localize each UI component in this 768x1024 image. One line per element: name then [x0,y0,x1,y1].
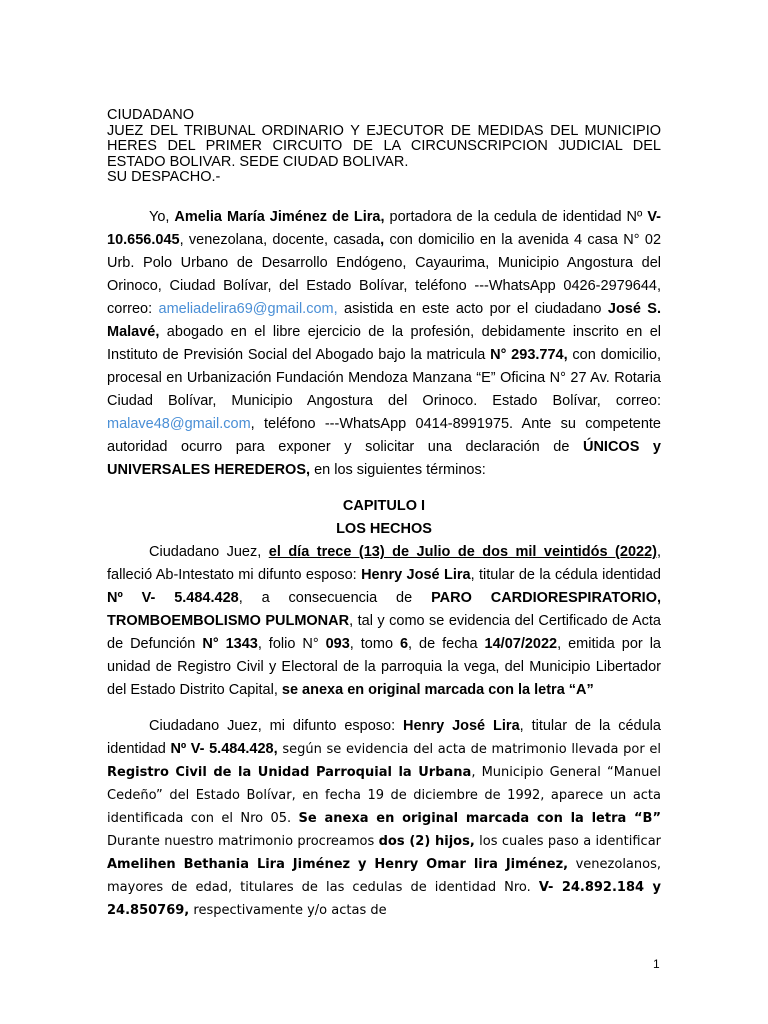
children-ids: V- 24.892.184 y 24.850769, [107,880,661,918]
addressee-line: SU DESPACHO.- [107,169,221,185]
intro-paragraph: Yo, Amelia María Jiménez de Lira, portadora de la cedula de identidad Nº V-10.656.045, venezolana, docente, casada, con domicilio en la avenida 4 casa N° 02 Urb. Polo Urbano de Desarrollo Endógeno, Cayaurima, Municipio Angostura del Orinoco, Ciudad Bolívar, del Estado Bolívar, teléfono ---WhatsApp 0426-2979644, correo: ameliadelira69@gmail.com, asistida en este acto por el ciudadano José S. Malavé, abogado en el libre ejercicio de la profesión, debidamente inscrito en el Instituto de Previsión Social del Abogado bajo la matricula N° 293.774, con domicilio, procesal en Urbanización Fundación Mendoza Manzana “E” Oficina N° 27 Av. Rotaria Ciudad Bolívar, Municipio Angostura del Orinoco. Estado Bolívar, correo: malave48@gmail.com, teléfono ---WhatsApp 0414-8991975. Ante su competente autoridad ocurro para exponer y solicitar una declaración de ÚNICOS y UNIVERSALES HEREDEROS, en los siguientes términos: [107,209,662,478]
annex-a: se anexa en original marcada con la letra “A” [281,682,594,698]
deceased-name: Henry José Lira [361,567,471,583]
page-number: 1 [653,957,660,971]
facts-paragraph-1: Ciudadano Juez, el día trece (13) de Julio de dos mil veintidós (2022), falleció Ab-Intestato mi difunto esposo: Henry José Lira, titular de la cédula identidad Nº V- 5.484.428, a consecuencia de PARO CARDIORESPIRATORIO, TROMBOEMBOLISMO PULMONAR, tal y como se evidencia del Certificado de Acta de Defunción N° 1343, folio N° 093, tomo 6, de fecha 14/07/2022, emitida por la unidad de Registro Civil y Electoral de la parroquia la vega, del Municipio Libertador del Estado Distrito Capital, se anexa en original marcada con la letra “A” [107,544,662,698]
addressee-line: JUEZ DEL TRIBUNAL ORDINARIO Y EJECUTOR DE MEDIDAS DEL MUNICIPIO [107,122,661,139]
death-cause: PARO CARDIORESPIRATORIO, TROMBOEMBOLISMO PULMONAR [107,590,661,629]
annex-b: Se anexa en original marcada con la letra “B” [298,811,662,826]
lawyer-email-link[interactable]: malave48@gmail.com [107,416,251,432]
children-names: Amelihen Bethania Lira Jiménez y Henry Omar lira Jiménez, [107,857,569,872]
deceased-id: Nº V- 5.484.428, [170,741,278,757]
addressee-line: ESTADO BOLIVAR. SEDE CIUDAD BOLIVAR. [107,153,409,170]
death-date: el día trece (13) de Julio de dos mil veintidós (2022) [268,544,657,560]
addressee-block [107,108,661,186]
lawyer-name: José S. Malavé, [107,301,661,340]
deceased-id: Nº V- 5.484.428 [107,590,239,606]
facts-paragraph-2: Ciudadano Juez, mi difunto esposo: Henry José Lira, titular de la cédula identidad Nº V- 5.484.428, según se evidencia del acta de matrimonio llevada por el Registro Civil de la Unidad Parroquial la Urbana, Municipio General “Manuel Cedeño” del Estado Bolívar, en fecha 19 de diciembre de 1992, aparece un acta identificada con el Nro 05. Se anexa en original marcada con la letra “B” Durante nuestro matrimonio procreamos dos (2) hijos, los cuales paso a identificar Amelihen Bethania Lira Jiménez y Henry Omar lira Jiménez, venezolanos, mayores de edad, titulares de las cedulas de identidad Nro. V- 24.892.184 y 24.850769, respectivamente y/o actas de [107,718,662,918]
chapter-title: CAPITULO I [342,498,426,514]
document-body [107,206,661,922]
addressee-line: CIUDADANO [107,107,195,123]
registro-civil: Registro Civil de la Unidad Parroquial la Urbana [107,765,472,780]
deceased-name: Henry José Lira [403,718,520,734]
lawyer-matricula: N° 293.774, [490,347,568,363]
petitioner-id: V-10.656.045 [107,209,662,248]
petitioner-email-link[interactable]: ameliadelira69@gmail.com, [158,301,338,317]
herederos-term: ÚNICOS y UNIVERSALES HEREDEROS, [107,439,661,478]
addressee-line: HERES DEL PRIMER CIRCUITO DE LA CIRCUNSCRIPCION JUDICIAL DEL [107,138,661,154]
chapter-subtitle: LOS HECHOS [336,521,432,537]
petitioner-name: Amelia María Jiménez de Lira, [174,209,385,225]
